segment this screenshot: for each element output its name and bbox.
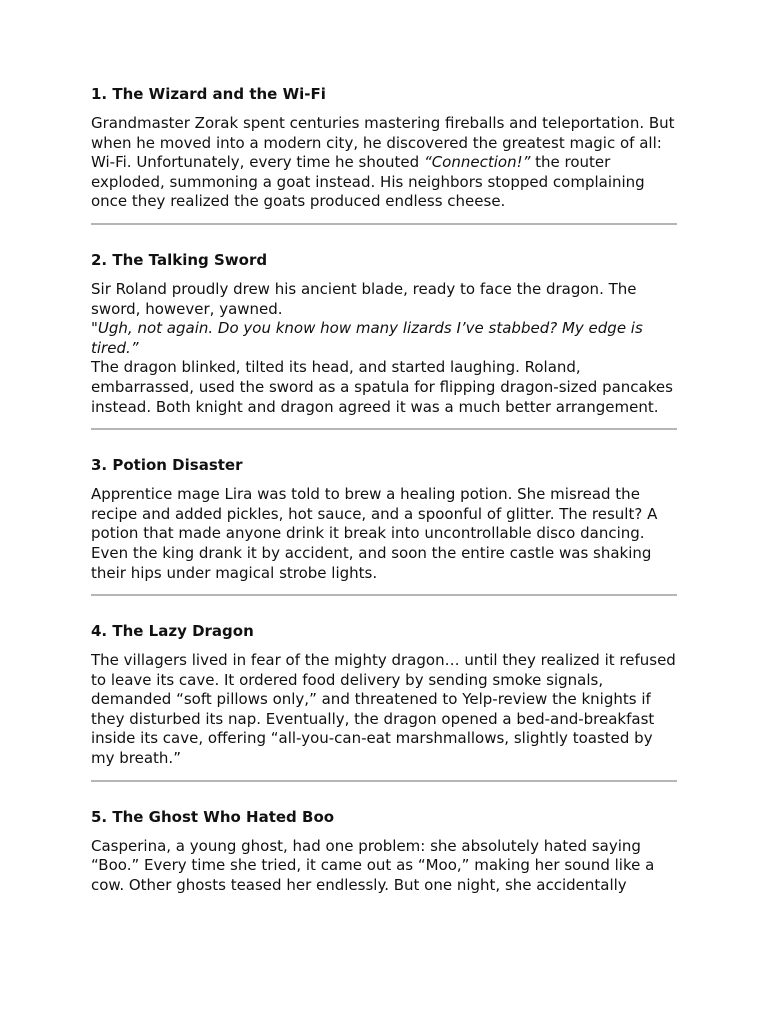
story-title: 1. The Wizard and the Wi-Fi <box>91 85 326 103</box>
story-italic-text: Ugh, not again. Do you know how many lizards I’ve stabbed? My edge is tired.” <box>91 319 643 357</box>
story-4 <box>91 621 677 782</box>
story-title: 4. The Lazy Dragon <box>91 622 254 641</box>
story-title: 5. The Ghost Who Hated Boo <box>91 807 335 826</box>
story-quote <box>91 319 677 358</box>
story-title: 3. Potion Disaster <box>91 456 243 475</box>
story-5 <box>91 807 677 896</box>
document-page <box>91 84 677 895</box>
story-3 <box>91 455 677 596</box>
story-paragraph: The villagers lived in fear of the mighty dragon… until they realized it refused to leave its cave. It ordered food delivery by sending smoke signals, demanded “soft pillows only,” and threatened to Yelp-review the knights if they disturbed its nap. Eventually, the dragon opened a bed-and-breakfast inside its cave, offering “all-you-can-eat marshmallows, slightly toasted by my breath.” <box>91 651 676 768</box>
story-2 <box>91 250 677 430</box>
section-divider <box>91 428 677 430</box>
story-paragraph: The dragon blinked, tilted its head, and started laughing. Roland, embarrassed, used the sword as a spatula for flipping dragon-sized pancakes instead. Both knight and dragon agreed it was a much better arrangement. <box>91 358 673 416</box>
quote-mark: " <box>91 319 98 338</box>
section-divider <box>91 223 677 225</box>
story-paragraph: Casperina, a young ghost, had one problem: she absolutely hated saying “Boo.” Every time she tried, it came out as “Moo,” making her sound like a cow. Other ghosts teased her endlessly. But one night, she accidentally <box>91 836 655 894</box>
section-divider <box>91 780 677 782</box>
story-italic-text: “Connection!” <box>423 153 531 172</box>
story-text: the router exploded, summoning a goat instead. His neighbors stopped complaining once they realized the goats produced endless cheese. <box>91 153 645 211</box>
section-divider <box>91 594 677 596</box>
story-text: Grandmaster Zorak spent centuries mastering fireballs and teleportation. But when he moved into a modern city, he discovered the greatest magic of all: Wi-Fi. Unfortunately, every time he shouted <box>91 114 675 172</box>
story-title: 2. The Talking Sword <box>91 250 268 269</box>
story-paragraph <box>91 114 677 212</box>
story-paragraph: Apprentice mage Lira was told to brew a healing potion. She misread the recipe and added pickles, hot sauce, and a spoonful of glitter. The result? A potion that made anyone drink it break into uncontrollable disco dancing. Even the king drank it by accident, and soon the entire castle was shaking their hips under magical strobe lights. <box>91 485 658 582</box>
story-1 <box>91 84 677 225</box>
story-paragraph: Sir Roland proudly drew his ancient blade, ready to face the dragon. The sword, however, yawned. <box>91 279 637 318</box>
